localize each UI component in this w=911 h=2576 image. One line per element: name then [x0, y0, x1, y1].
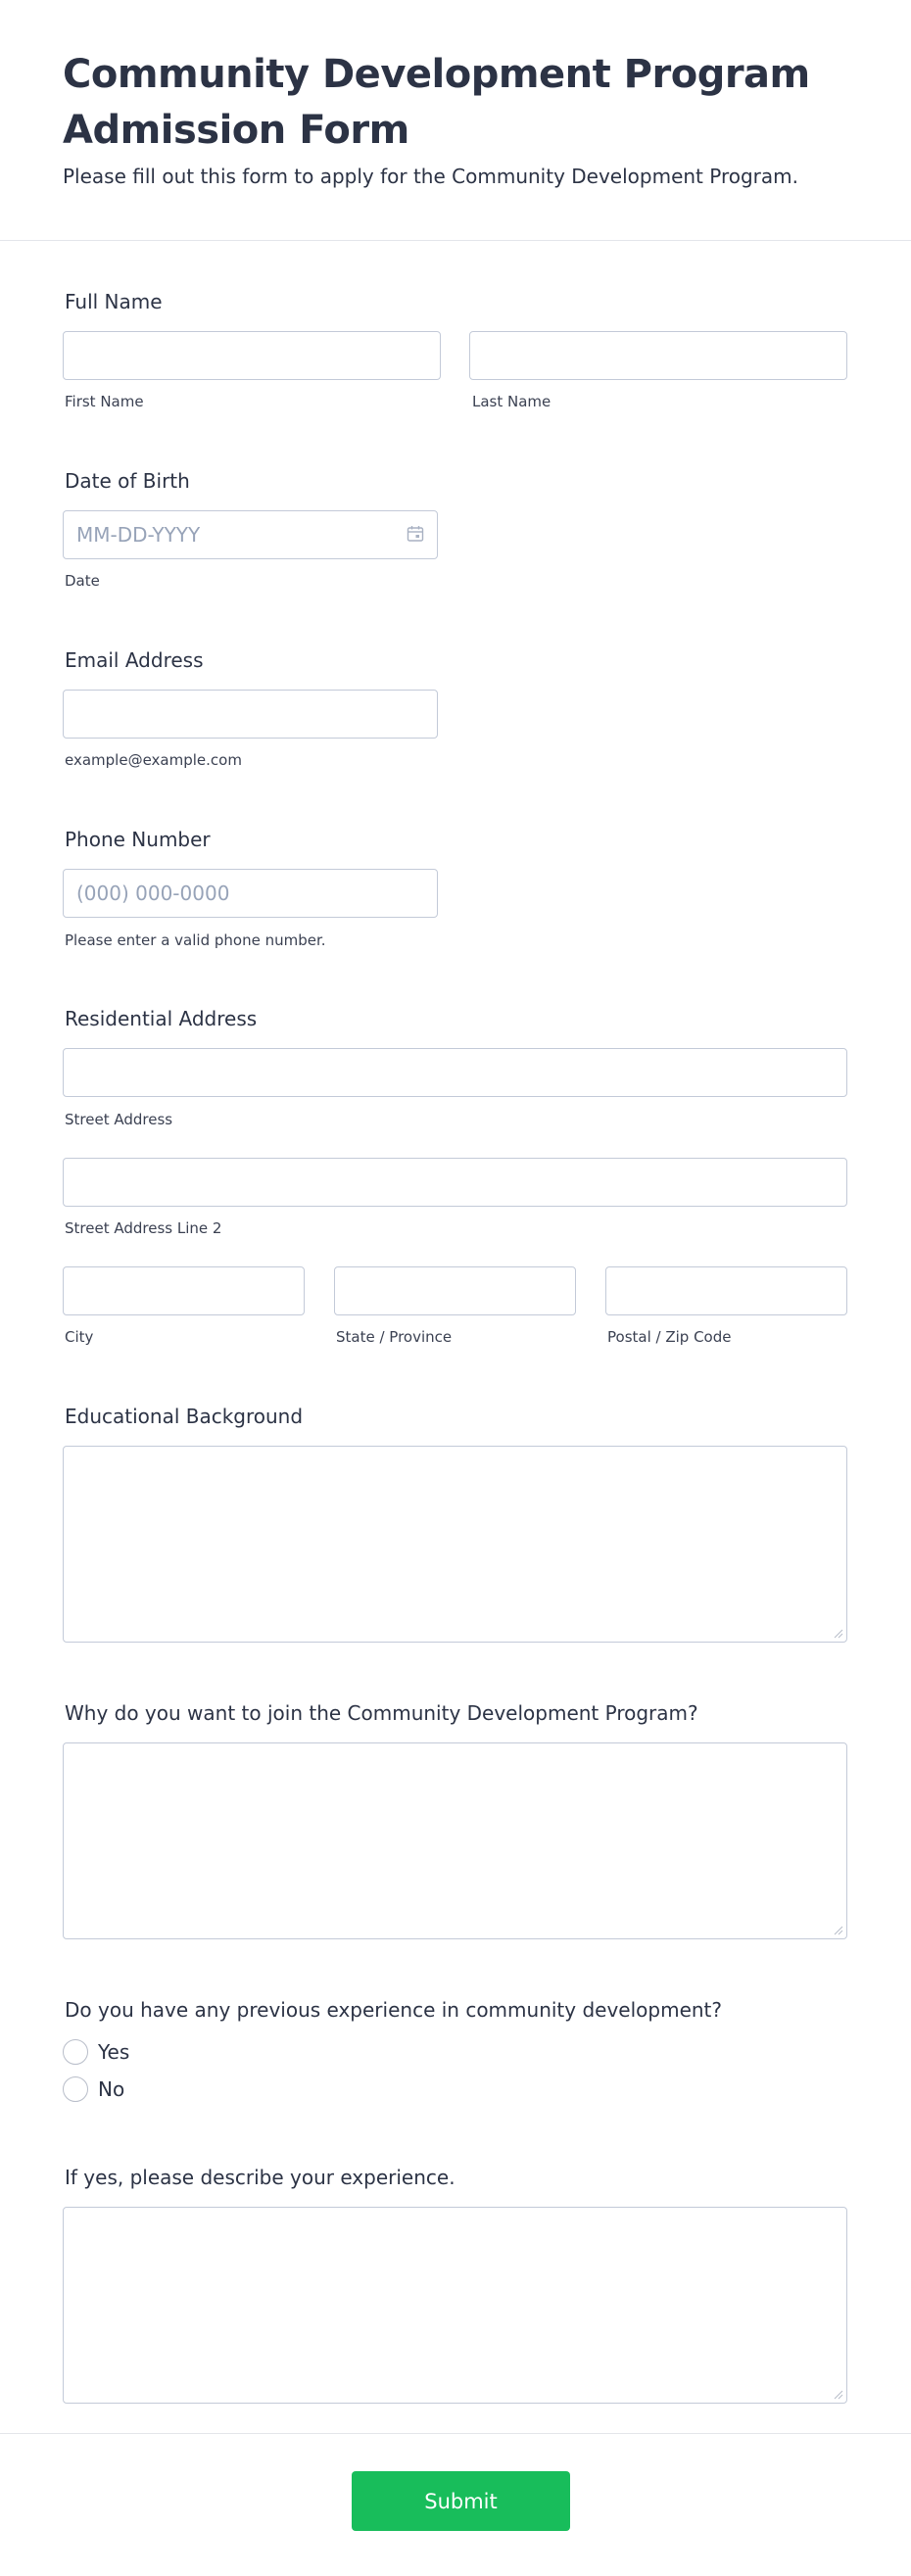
street-address-line2-sublabel: Street Address Line 2: [65, 1219, 222, 1237]
state-input[interactable]: [334, 1266, 576, 1315]
last-name-sublabel: Last Name: [472, 393, 551, 410]
radio-no[interactable]: [63, 2076, 88, 2102]
page-subtitle: Please fill out this form to apply for the Community Development Program.: [63, 165, 798, 188]
experience-label: Do you have any previous experience in community development?: [65, 1998, 723, 2022]
full-name-label: Full Name: [65, 290, 163, 313]
education-label: Educational Background: [65, 1405, 304, 1428]
footer-divider: [0, 2433, 911, 2434]
education-textarea[interactable]: [63, 1446, 847, 1643]
email-sublabel: example@example.com: [65, 751, 242, 769]
dob-label: Date of Birth: [65, 469, 190, 493]
resize-grip-icon[interactable]: [834, 1629, 843, 1639]
submit-button[interactable]: Submit: [352, 2471, 570, 2531]
street-address-input[interactable]: [63, 1048, 847, 1097]
email-input[interactable]: [63, 690, 438, 739]
address-label: Residential Address: [65, 1007, 258, 1030]
first-name-input[interactable]: [63, 331, 441, 380]
city-sublabel: City: [65, 1328, 94, 1346]
street-address-line2-input[interactable]: [63, 1158, 847, 1207]
resize-grip-icon[interactable]: [834, 1926, 843, 1935]
street-address-sublabel: Street Address: [65, 1111, 173, 1128]
radio-yes[interactable]: [63, 2039, 88, 2065]
phone-label: Phone Number: [65, 828, 211, 851]
dob-input[interactable]: [63, 510, 438, 559]
radio-no-label[interactable]: No: [98, 2077, 125, 2101]
form-header: [0, 0, 911, 241]
state-sublabel: State / Province: [336, 1328, 453, 1346]
phone-sublabel: Please enter a valid phone number.: [65, 931, 326, 949]
describe-textarea[interactable]: [63, 2207, 847, 2404]
why-join-textarea[interactable]: [63, 1742, 847, 1939]
resize-grip-icon[interactable]: [834, 2390, 843, 2400]
calendar-icon[interactable]: [406, 524, 425, 544]
page-title: Community Development Program Admission Form: [63, 52, 810, 153]
email-label: Email Address: [65, 648, 204, 672]
dob-sublabel: Date: [65, 572, 100, 590]
radio-yes-label[interactable]: Yes: [98, 2040, 130, 2064]
first-name-sublabel: First Name: [65, 393, 144, 410]
why-join-label: Why do you want to join the Community Development Program?: [65, 1701, 698, 1725]
last-name-input[interactable]: [469, 331, 847, 380]
zip-sublabel: Postal / Zip Code: [607, 1328, 732, 1346]
experience-option-no[interactable]: [63, 2075, 124, 2104]
experience-option-yes[interactable]: [63, 2037, 129, 2067]
phone-input[interactable]: [63, 869, 438, 918]
zip-input[interactable]: [605, 1266, 847, 1315]
describe-label: If yes, please describe your experience.: [65, 2166, 456, 2189]
city-input[interactable]: [63, 1266, 305, 1315]
